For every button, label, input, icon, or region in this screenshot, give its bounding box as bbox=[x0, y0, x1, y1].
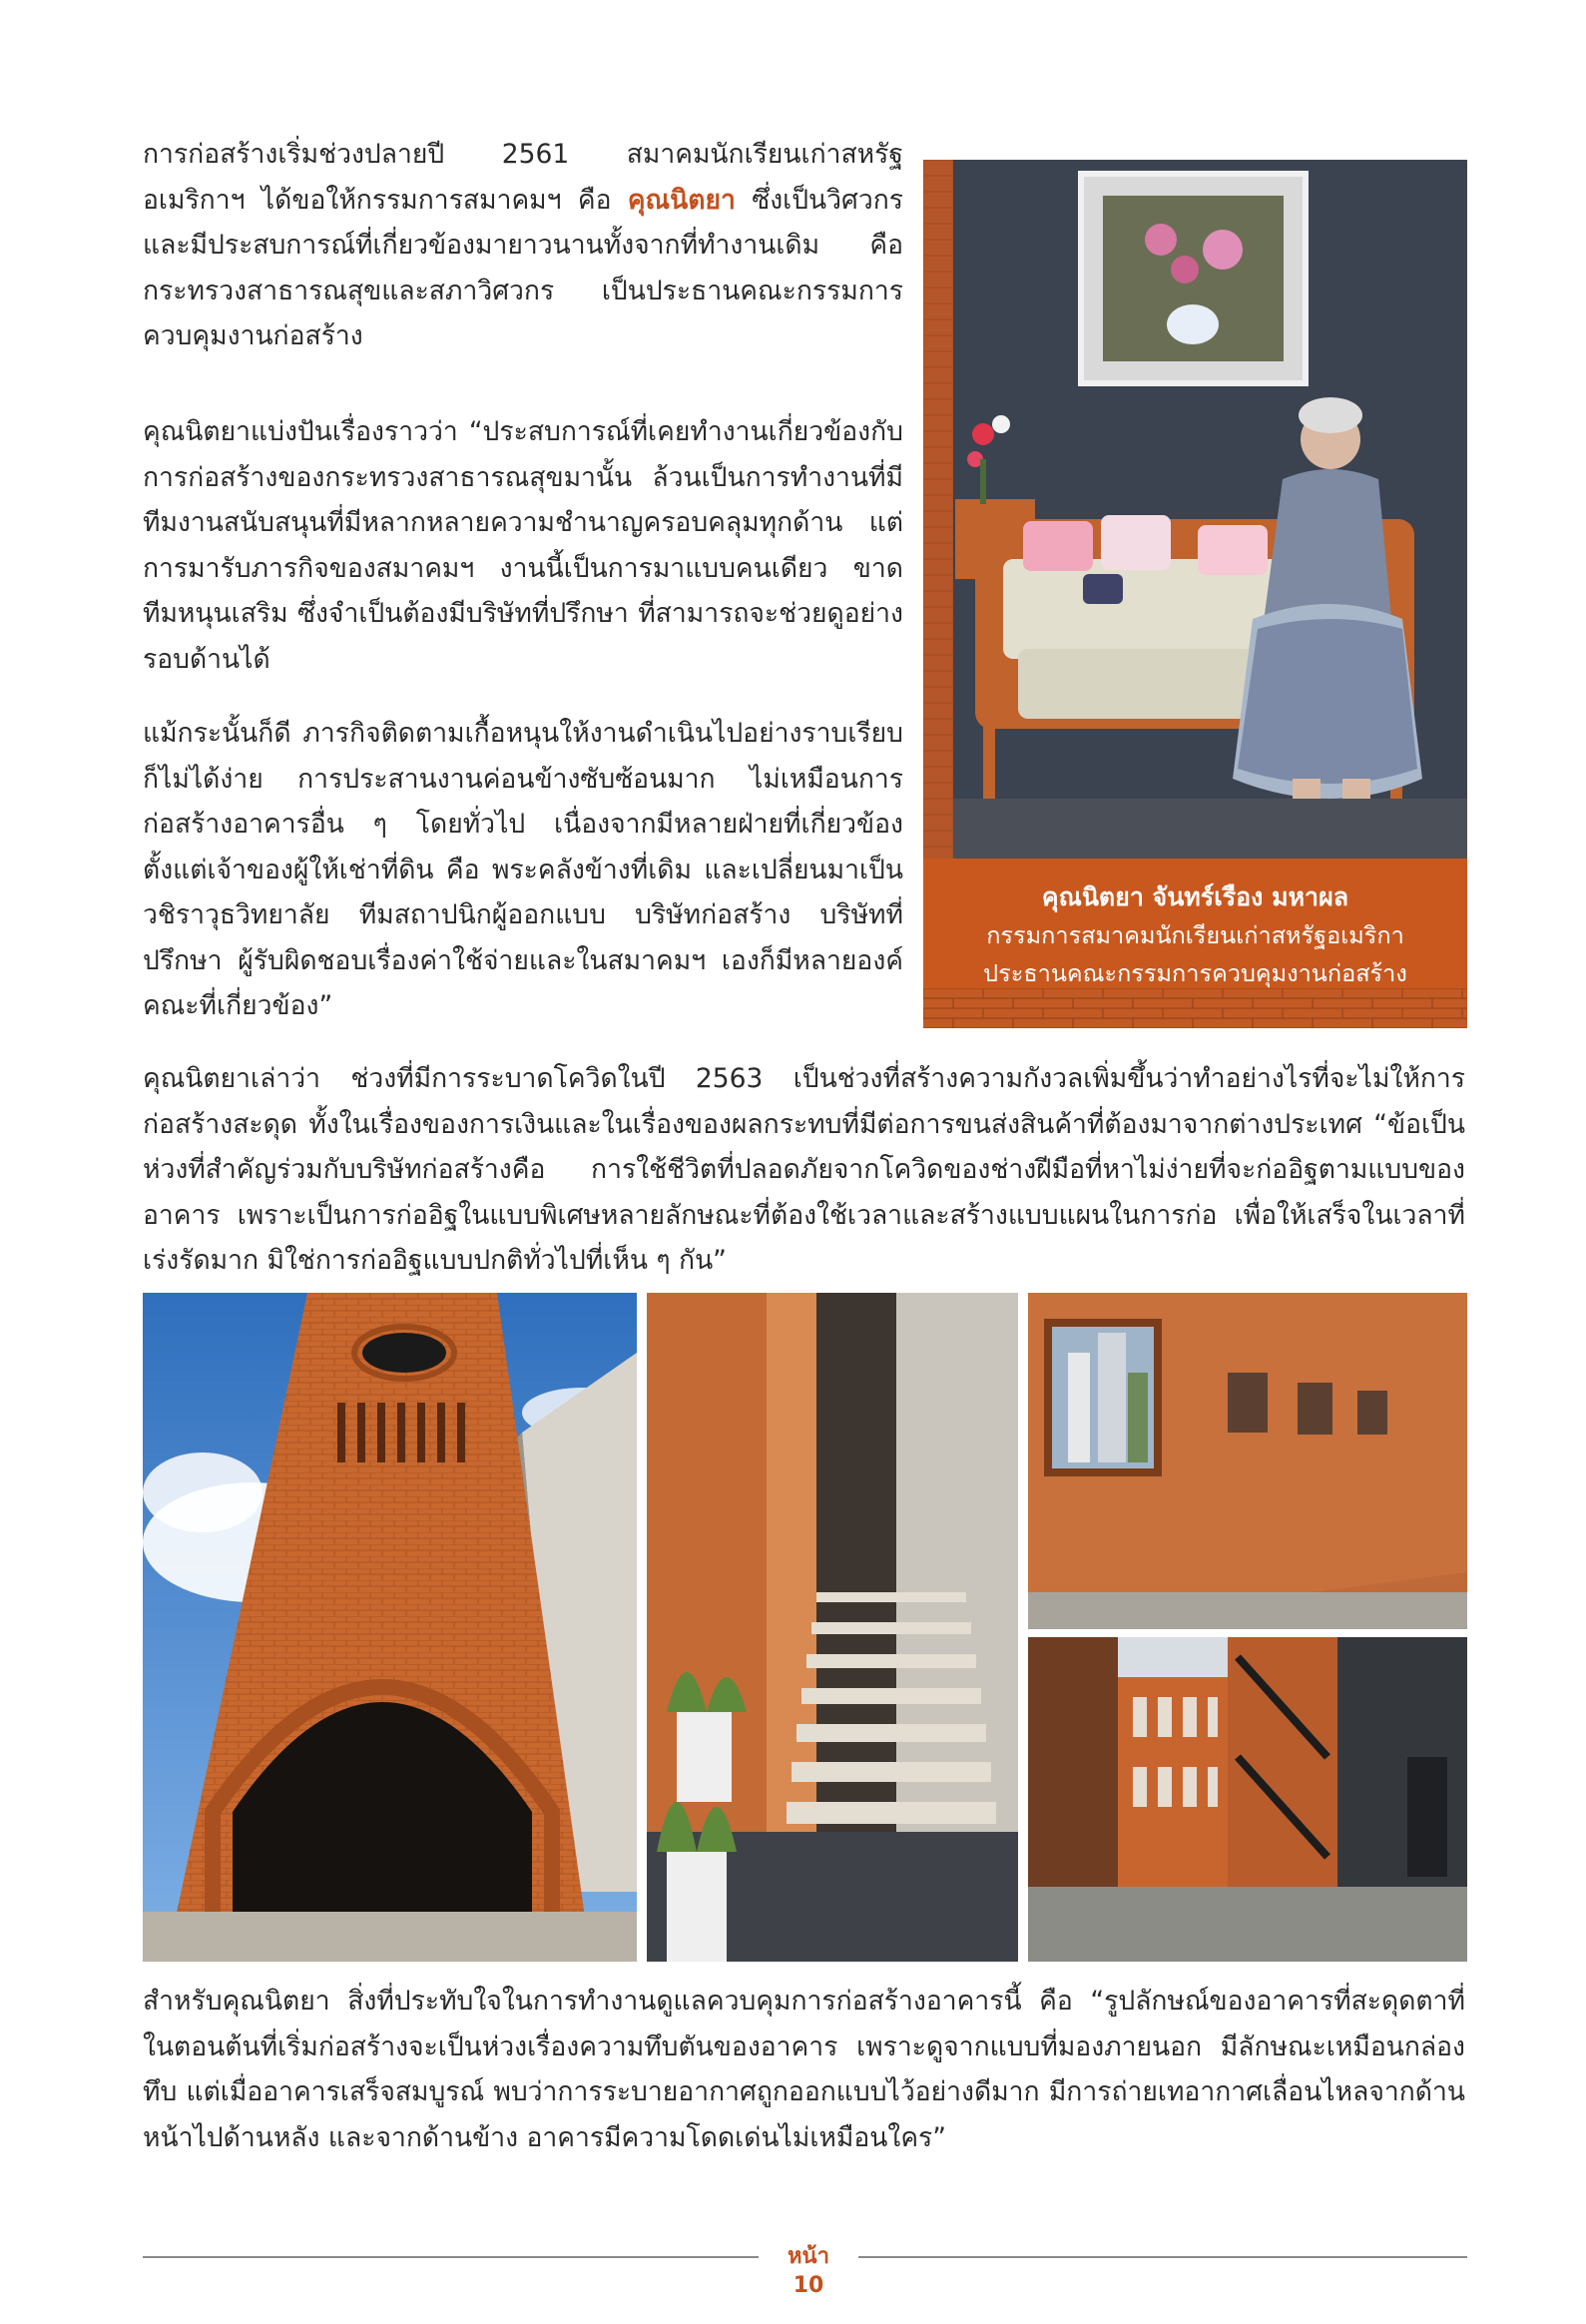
paragraph-intro bbox=[143, 132, 903, 359]
photo-courtyard-stairs bbox=[1028, 1637, 1467, 1962]
intro-text-end: ซึ่งเป็นวิศวกรและมีประสบการณ์ที่เกี่ยวข้องมายาวนานทั้งจากที่ทำงานเดิม คือ กระทรวงสาธารณสุขและสภาวิศวกร เป็นประธานคณะกรรมการควบคุมงานก่อสร้าง bbox=[143, 184, 903, 351]
photo-brick-staircase bbox=[647, 1293, 1018, 1962]
footer-rule-right bbox=[858, 2256, 1467, 2258]
paragraph-coordination: แม้กระนั้นก็ดี ภารกิจติดตามเกื้อหนุนให้งานดำเนินไปอย่างราบเรียบก็ไม่ได้ง่าย การประสานงานค่อนข้างซับซ้อนมาก ไม่เหมือนการก่อสร้างอาคารอื่น ๆ โดยทั่วไป เนื่องจากมีหลายฝ่ายที่เกี่ยวข้อง ตั้งแต่เจ้าของผู้ให้เช่าที่ดิน คือ พระคลังข้างที่เดิม และเปลี่ยนมาเป็นวชิราวุธวิทยาลัย ทีมสถาปนิกผู้ออกแบบ บริษัทก่อสร้าง บริษัทที่ปรึกษา ผู้รับผิดชอบเรื่องค่าใช้จ่ายและในสมาคมฯ เองก็มีหลายองค์คณะที่เกี่ยวข้อง” bbox=[143, 718, 903, 1021]
page-number: หน้า 10 bbox=[788, 2244, 829, 2298]
caption-role-1: กรรมการสมาคมนักเรียนเก่าสหรัฐอเมริกา bbox=[986, 921, 1404, 949]
portrait-caption bbox=[923, 859, 1467, 1028]
brick-strip bbox=[923, 988, 1467, 1028]
intro-text-start: การก่อสร้างเริ่มช่วงปลายปี 2561 สมาคมนักเรียนเก่าสหรัฐอเมริกาฯ ได้ขอให้กรรมการสมาคมฯ คือ bbox=[143, 139, 903, 216]
paragraph-experience: คุณนิตยาแบ่งปันเรื่องราวว่า “ประสบการณ์ที่เคยทำงานเกี่ยวข้องกับการก่อสร้างของกระทรวงสาธารณสุขมานั้น ล้วนเป็นการทำงานที่มีทีมงานสนับสนุนที่มีหลากหลายความชำนาญครอบคลุมทุกด้าน แต่การมารับภารกิจของสมาคมฯ งานนี้เป็นการมาแบบคนเดียว ขาดทีมหนุนเสริม ซึ่งจำเป็นต้องมีบริษัทที่ปรึกษา ที่สามารถจะช่วยดูอย่างรอบด้านได้ bbox=[143, 416, 903, 675]
paragraph-impression: สำหรับคุณนิตยา สิ่งที่ประทับใจในการทำงานดูแลควบคุมการก่อสร้างอาคารนี้ คือ “รูปลักษณ์ของอาคารที่สะดุดตาที่ในตอนต้นที่เริ่มก่อสร้างจะเป็นห่วงเรื่องความทึบตันของอาคาร เพราะดูจากแบบที่มองภายนอก มีลักษณะเหมือนกล่องทึบ แต่เมื่ออาคารเสร็จสมบูรณ์ พบว่าการระบายอากาศถูกออกแบบไว้อย่างดีมาก มีการถ่ายเทอากาศเลื่อนไหลจากด้านหน้าไปด้านหลัง และจากด้านข้าง อาคารมีความโดดเด่นไม่เหมือนใคร” bbox=[143, 1986, 1465, 2153]
caption-name: คุณนิตยา จันทร์เรือง มหาผล bbox=[1041, 882, 1349, 911]
footer-rule-left bbox=[143, 2256, 759, 2258]
photo-brick-tower bbox=[143, 1293, 637, 1962]
photo-brick-wall-window bbox=[1028, 1293, 1467, 1629]
highlighted-name: คุณนิตยา bbox=[627, 184, 736, 216]
paragraph-covid: คุณนิตยาเล่าว่า ช่วงที่มีการระบาดโควิดในปี 2563 เป็นช่วงที่สร้างความกังวลเพิ่มขึ้นว่าทำอย่างไรที่จะไม่ให้การก่อสร้างสะดุด ทั้งในเรื่องของการเงินและในเรื่องของผลกระทบที่มีต่อการขนส่งสินค้าที่ต้องมาจากต่างประเทศ “ข้อเป็นห่วงที่สำคัญร่วมกับบริษัทก่อสร้างคือ การใช้ชีวิตที่ปลอดภัยจากโควิดของช่างฝีมือที่หาไม่ง่ายที่จะก่ออิฐตามแบบของอาคาร เพราะเป็นการก่ออิฐในแบบพิเศษหลายลักษณะที่ต้องใช้เวลาและสร้างแบบแผนในการก่อ เพื่อให้เสร็จในเวลาที่เร่งรัดมาก มิใช่การก่ออิฐแบบปกติทั่วไปที่เห็น ๆ กัน” bbox=[143, 1063, 1465, 1276]
caption-role-2: ประธานคณะกรรมการควบคุมงานก่อสร้าง bbox=[983, 959, 1407, 987]
